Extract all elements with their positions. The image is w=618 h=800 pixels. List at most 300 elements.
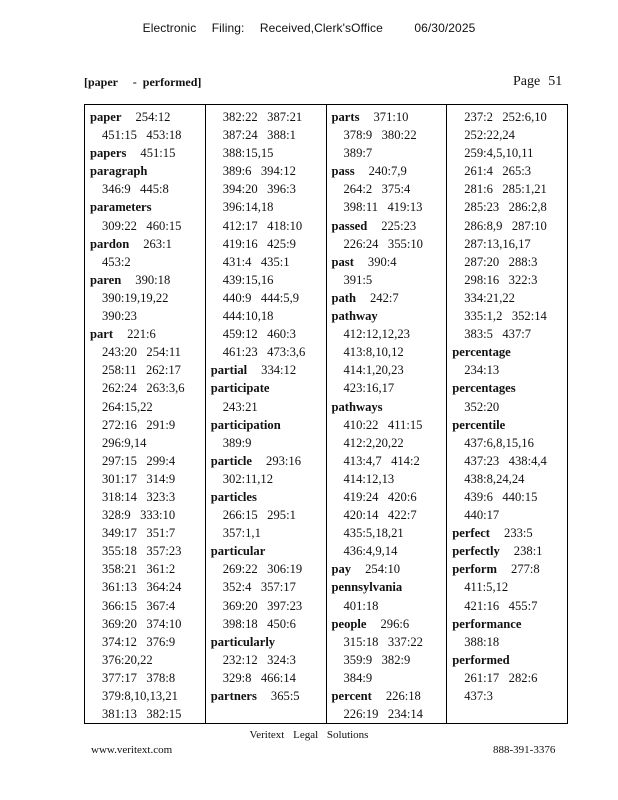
index-term-refs: 226:18 bbox=[385, 689, 421, 703]
index-term-refs: 371:10 bbox=[373, 110, 409, 124]
index-term-line bbox=[211, 542, 326, 560]
index-refs: 315:18 337:22 bbox=[343, 634, 423, 649]
index-refs: 398:18 450:6 bbox=[222, 616, 296, 631]
index-term: papers bbox=[90, 146, 127, 161]
index-term: paper bbox=[90, 110, 122, 124]
index-term: participation bbox=[210, 417, 281, 432]
index-ref-line bbox=[90, 253, 205, 271]
index-term-refs: 238:1 bbox=[513, 544, 543, 559]
index-term-line bbox=[332, 217, 447, 235]
index-term-refs: 240:7,9 bbox=[368, 164, 407, 179]
index-refs: 297:15 299:4 bbox=[102, 453, 176, 468]
index-refs: 436:4,9,14 bbox=[343, 544, 398, 559]
footer-company: Veritext Legal Solutions bbox=[249, 729, 369, 741]
index-term-refs: 263:1 bbox=[143, 236, 172, 251]
index-refs: 264:15,22 bbox=[102, 399, 153, 414]
index-term-refs: 451:15 bbox=[140, 146, 176, 161]
index-refs: 387:24 388:1 bbox=[222, 128, 296, 143]
index-refs: 262:24 263:3,6 bbox=[102, 381, 185, 396]
index-ref-line bbox=[211, 343, 326, 361]
index-term: pennsylvania bbox=[331, 580, 403, 595]
index-ref-line bbox=[211, 253, 326, 271]
index-ref-line bbox=[90, 578, 205, 596]
word-index-table bbox=[84, 104, 568, 724]
index-refs: 383:5 437:7 bbox=[464, 327, 532, 342]
index-refs: 298:16 322:3 bbox=[464, 272, 538, 287]
index-refs: 369:20 374:10 bbox=[102, 616, 182, 631]
footer-phone: 888-391-3376 bbox=[493, 744, 556, 756]
index-term-line bbox=[211, 379, 326, 397]
index-ref-line bbox=[452, 198, 567, 216]
index-term-line bbox=[90, 325, 205, 343]
index-ref-line bbox=[211, 217, 326, 235]
index-refs: 437:23 438:4,4 bbox=[464, 453, 547, 468]
index-refs: 376:20,22 bbox=[102, 652, 153, 667]
index-ref-line bbox=[452, 307, 567, 325]
index-refs: 349:17 351:7 bbox=[102, 526, 176, 541]
index-ref-line bbox=[332, 325, 447, 343]
index-refs: 435:5,18,21 bbox=[343, 526, 404, 541]
index-ref-line bbox=[211, 398, 326, 416]
page-indicator bbox=[513, 74, 562, 90]
stamp-filing: Filing: bbox=[211, 21, 245, 35]
index-ref-line bbox=[332, 180, 447, 198]
index-term: performance bbox=[452, 616, 522, 631]
index-refs: 261:17 282:6 bbox=[464, 670, 538, 685]
index-refs: 335:1,2 352:14 bbox=[464, 309, 547, 324]
index-refs: 359:9 382:9 bbox=[343, 652, 411, 667]
index-ref-line bbox=[90, 651, 205, 669]
index-refs: 389:7 bbox=[343, 146, 373, 161]
index-ref-line bbox=[211, 180, 326, 198]
index-term: paren bbox=[90, 272, 122, 287]
index-refs: 431:4 435:1 bbox=[222, 254, 290, 269]
index-ref-line bbox=[90, 542, 205, 560]
index-term-refs: 242:7 bbox=[370, 290, 399, 305]
index-refs: 440:9 444:5,9 bbox=[222, 290, 300, 305]
index-term-line bbox=[332, 307, 447, 325]
index-ref-line bbox=[332, 524, 447, 542]
index-refs: 258:11 262:17 bbox=[102, 363, 181, 378]
index-ref-line bbox=[90, 597, 205, 615]
index-refs: 369:20 397:23 bbox=[222, 598, 303, 613]
index-ref-line bbox=[332, 506, 447, 524]
index-term-line bbox=[332, 560, 447, 578]
index-term-refs: 277:8 bbox=[511, 562, 540, 577]
index-refs: 378:9 380:22 bbox=[343, 128, 417, 143]
index-term-line bbox=[452, 524, 567, 542]
index-refs: 237:2 252:6,10 bbox=[464, 110, 547, 124]
index-ref-line bbox=[90, 633, 205, 651]
index-ref-line bbox=[211, 651, 326, 669]
index-refs: 384:9 bbox=[343, 670, 373, 685]
index-term-line bbox=[452, 416, 567, 434]
index-ref-line bbox=[90, 687, 205, 705]
index-refs: 287:20 288:3 bbox=[464, 254, 538, 269]
index-refs: 390:19,19,22 bbox=[102, 290, 169, 305]
index-refs: 259:4,5,10,11 bbox=[464, 146, 534, 161]
index-ref-line bbox=[90, 470, 205, 488]
index-term-line bbox=[452, 560, 567, 578]
index-refs: 453:2 bbox=[102, 254, 131, 269]
index-refs: 226:19 234:14 bbox=[343, 707, 423, 722]
index-term: participate bbox=[210, 381, 270, 396]
index-term-refs: 225:23 bbox=[381, 218, 417, 233]
index-refs: 401:18 bbox=[343, 598, 379, 613]
index-ref-line bbox=[211, 144, 326, 162]
index-refs: 302:11,12 bbox=[222, 471, 274, 486]
index-ref-line bbox=[211, 108, 326, 126]
index-refs: 243:21 bbox=[222, 399, 258, 414]
index-ref-line bbox=[452, 597, 567, 615]
index-refs: 391:5 bbox=[343, 272, 373, 287]
index-ref-line bbox=[452, 289, 567, 307]
index-refs: 389:9 bbox=[222, 435, 252, 450]
index-term-refs: 390:4 bbox=[367, 254, 397, 269]
index-ref-line bbox=[332, 597, 447, 615]
index-ref-line bbox=[332, 271, 447, 289]
index-ref-line bbox=[211, 615, 326, 633]
index-range: [paper - performed] bbox=[84, 75, 202, 89]
index-column-3 bbox=[327, 105, 448, 723]
index-refs: 318:14 323:3 bbox=[102, 489, 176, 504]
index-ref-line bbox=[452, 434, 567, 452]
index-ref-line bbox=[90, 126, 205, 144]
index-refs: 389:6 394:12 bbox=[222, 164, 296, 179]
index-term: pathway bbox=[331, 309, 378, 324]
index-refs: 438:8,24,24 bbox=[464, 471, 525, 486]
index-refs: 296:9,14 bbox=[102, 435, 147, 450]
index-refs: 437:3 bbox=[464, 689, 493, 703]
index-ref-line bbox=[211, 198, 326, 216]
index-ref-line bbox=[90, 398, 205, 416]
index-refs: 390:23 bbox=[102, 309, 137, 324]
index-term: parameters bbox=[90, 200, 152, 215]
index-refs: 234:13 bbox=[464, 363, 500, 378]
index-term: percent bbox=[331, 689, 372, 703]
index-term-line bbox=[211, 488, 326, 506]
index-ref-line bbox=[90, 615, 205, 633]
index-refs: 281:6 285:1,21 bbox=[464, 182, 547, 197]
index-ref-line bbox=[452, 253, 567, 271]
index-term: percentages bbox=[452, 381, 516, 396]
stamp-date: 06/30/2025 bbox=[414, 21, 476, 35]
index-term: particle bbox=[210, 453, 253, 468]
index-ref-line bbox=[332, 488, 447, 506]
index-term-line bbox=[452, 343, 567, 361]
index-term: particles bbox=[210, 489, 257, 504]
index-term: pardon bbox=[90, 236, 130, 251]
index-ref-line bbox=[90, 669, 205, 687]
index-ref-line bbox=[332, 379, 447, 397]
index-refs: 252:22,24 bbox=[464, 128, 515, 143]
index-ref-line bbox=[332, 343, 447, 361]
index-ref-line bbox=[332, 144, 447, 162]
index-refs: 381:13 382:15 bbox=[102, 707, 182, 722]
index-ref-line bbox=[211, 289, 326, 307]
index-ref-line bbox=[211, 325, 326, 343]
index-refs: 412:2,20,22 bbox=[343, 435, 404, 450]
index-refs: 419:16 425:9 bbox=[222, 236, 296, 251]
index-ref-line bbox=[332, 126, 447, 144]
index-refs: 355:18 357:23 bbox=[102, 544, 182, 559]
index-refs: 440:17 bbox=[464, 508, 500, 523]
index-refs: 266:15 295:1 bbox=[222, 508, 296, 523]
index-refs: 459:12 460:3 bbox=[222, 327, 296, 342]
index-ref-line bbox=[90, 488, 205, 506]
index-ref-line bbox=[90, 705, 205, 723]
index-term: perform bbox=[452, 562, 498, 577]
index-ref-line bbox=[90, 379, 205, 397]
index-term-refs: 334:12 bbox=[261, 363, 297, 378]
index-ref-line bbox=[90, 307, 205, 325]
index-term-line bbox=[332, 398, 447, 416]
index-term-refs: 233:5 bbox=[504, 526, 533, 541]
index-ref-line bbox=[452, 470, 567, 488]
index-refs: 226:24 355:10 bbox=[343, 236, 423, 251]
index-ref-line bbox=[211, 560, 326, 578]
index-refs: 410:22 411:15 bbox=[343, 417, 423, 432]
index-ref-line bbox=[90, 560, 205, 578]
index-ref-line bbox=[90, 180, 205, 198]
footer-website: www.veritext.com bbox=[91, 744, 173, 756]
index-ref-line bbox=[452, 578, 567, 596]
index-refs: 396:14,18 bbox=[222, 200, 274, 215]
index-term: pathways bbox=[331, 399, 383, 414]
index-ref-line bbox=[211, 669, 326, 687]
index-term-line bbox=[332, 687, 447, 705]
index-refs: 261:4 265:3 bbox=[464, 164, 532, 179]
index-ref-line bbox=[332, 198, 447, 216]
index-term-line bbox=[211, 416, 326, 434]
index-refs: 328:9 333:10 bbox=[102, 508, 176, 523]
index-refs: 382:22 387:21 bbox=[222, 110, 303, 124]
index-refs: 413:8,10,12 bbox=[343, 345, 404, 360]
index-term-line bbox=[452, 542, 567, 560]
index-term-line bbox=[90, 235, 205, 253]
index-column-1 bbox=[85, 105, 206, 723]
index-term: particular bbox=[210, 544, 266, 559]
index-term-line bbox=[452, 615, 567, 633]
index-ref-line bbox=[332, 235, 447, 253]
index-refs: 357:1,1 bbox=[222, 526, 261, 541]
index-ref-line bbox=[452, 452, 567, 470]
index-refs: 374:12 376:9 bbox=[102, 634, 176, 649]
index-term: parts bbox=[331, 110, 360, 124]
index-ref-line bbox=[452, 488, 567, 506]
index-term-refs: 390:18 bbox=[135, 272, 171, 287]
index-refs: 358:21 361:2 bbox=[102, 562, 176, 577]
index-ref-line bbox=[452, 217, 567, 235]
index-term-line bbox=[90, 271, 205, 289]
index-ref-line bbox=[332, 416, 447, 434]
index-term-line bbox=[332, 162, 447, 180]
index-ref-line bbox=[452, 126, 567, 144]
index-ref-line bbox=[452, 108, 567, 126]
index-term: past bbox=[331, 254, 354, 269]
index-refs: 461:23 473:3,6 bbox=[222, 345, 306, 360]
stamp-label: Electronic bbox=[142, 21, 197, 35]
index-ref-line bbox=[452, 506, 567, 524]
index-term: partners bbox=[210, 689, 257, 703]
index-refs: 269:22 306:19 bbox=[222, 562, 303, 577]
index-refs: 301:17 314:9 bbox=[102, 471, 176, 486]
index-refs: 412:12,12,23 bbox=[343, 327, 410, 342]
index-refs: 414:12,13 bbox=[343, 471, 395, 486]
index-ref-line bbox=[211, 162, 326, 180]
index-refs: 412:17 418:10 bbox=[222, 218, 303, 233]
index-ref-line bbox=[211, 470, 326, 488]
index-refs: 421:16 455:7 bbox=[464, 598, 538, 613]
index-ref-line bbox=[211, 597, 326, 615]
index-ref-line bbox=[211, 506, 326, 524]
index-ref-line bbox=[211, 524, 326, 542]
index-ref-line bbox=[211, 235, 326, 253]
index-term-line bbox=[332, 253, 447, 271]
index-refs: 334:21,22 bbox=[464, 290, 515, 305]
index-refs: 232:12 324:3 bbox=[222, 652, 296, 667]
index-refs: 309:22 460:15 bbox=[102, 218, 182, 233]
page-label: Page bbox=[513, 74, 541, 89]
index-term: path bbox=[331, 290, 356, 305]
index-refs: 366:15 367:4 bbox=[102, 598, 176, 613]
index-refs: 420:14 422:7 bbox=[343, 508, 417, 523]
index-ref-line bbox=[211, 307, 326, 325]
index-term-line bbox=[332, 289, 447, 307]
index-refs: 423:16,17 bbox=[343, 381, 395, 396]
index-ref-line bbox=[332, 669, 447, 687]
index-ref-line bbox=[211, 578, 326, 596]
index-refs: 272:16 291:9 bbox=[102, 417, 176, 432]
index-term-line bbox=[211, 361, 326, 379]
index-refs: 414:1,20,23 bbox=[343, 363, 404, 378]
index-term: perfectly bbox=[452, 544, 500, 559]
index-term: pass bbox=[331, 164, 355, 179]
index-refs: 419:24 420:6 bbox=[343, 489, 417, 504]
index-ref-line bbox=[452, 271, 567, 289]
index-term-line bbox=[452, 379, 567, 397]
index-refs: 437:6,8,15,16 bbox=[464, 435, 534, 450]
filing-stamp bbox=[0, 21, 618, 35]
index-refs: 394:20 396:3 bbox=[222, 182, 296, 197]
index-ref-line bbox=[332, 470, 447, 488]
index-ref-line bbox=[90, 416, 205, 434]
index-refs: 388:18 bbox=[464, 634, 500, 649]
index-term-line bbox=[90, 162, 205, 180]
index-term: percentage bbox=[452, 345, 511, 360]
index-term-line bbox=[211, 633, 326, 651]
index-ref-line bbox=[332, 705, 447, 723]
index-ref-line bbox=[332, 633, 447, 651]
index-refs: 388:15,15 bbox=[222, 146, 274, 161]
index-ref-line bbox=[90, 524, 205, 542]
index-refs: 439:6 440:15 bbox=[464, 489, 538, 504]
index-refs: 413:4,7 414:2 bbox=[343, 453, 420, 468]
index-ref-line bbox=[452, 144, 567, 162]
index-ref-line bbox=[452, 687, 567, 705]
index-refs: 379:8,10,13,21 bbox=[102, 689, 178, 703]
index-refs: 346:9 445:8 bbox=[102, 182, 169, 197]
index-ref-line bbox=[90, 361, 205, 379]
index-refs: 264:2 375:4 bbox=[343, 182, 411, 197]
index-term-line bbox=[90, 198, 205, 216]
index-ref-line bbox=[332, 452, 447, 470]
index-term-refs: 365:5 bbox=[270, 689, 300, 703]
index-ref-line bbox=[90, 343, 205, 361]
index-term-line bbox=[332, 615, 447, 633]
index-ref-line bbox=[452, 235, 567, 253]
index-ref-line bbox=[90, 289, 205, 307]
index-refs: 329:8 466:14 bbox=[222, 670, 296, 685]
index-term: partial bbox=[210, 363, 248, 378]
index-column-2 bbox=[206, 105, 327, 723]
index-refs: 444:10,18 bbox=[222, 309, 274, 324]
index-term-line bbox=[211, 687, 326, 705]
index-refs: 439:15,16 bbox=[222, 272, 274, 287]
index-ref-line bbox=[452, 361, 567, 379]
index-term-line bbox=[452, 651, 567, 669]
page-number: 51 bbox=[548, 74, 563, 89]
index-refs: 451:15 453:18 bbox=[102, 128, 182, 143]
index-refs: 286:8,9 287:10 bbox=[464, 218, 547, 233]
index-ref-line bbox=[452, 162, 567, 180]
index-refs: 287:13,16,17 bbox=[464, 236, 531, 251]
index-ref-line bbox=[90, 217, 205, 235]
index-term-refs: 221:6 bbox=[127, 327, 156, 342]
index-refs: 243:20 254:11 bbox=[102, 345, 181, 360]
index-refs: 361:13 364:24 bbox=[102, 580, 182, 595]
index-ref-line bbox=[452, 398, 567, 416]
index-term-line bbox=[90, 144, 205, 162]
index-term: passed bbox=[331, 218, 368, 233]
index-ref-line bbox=[332, 651, 447, 669]
stamp-received: Received,Clerk'sOffice bbox=[259, 21, 383, 35]
index-term: people bbox=[331, 616, 367, 631]
index-refs: 377:17 378:8 bbox=[102, 670, 176, 685]
index-refs: 352:20 bbox=[464, 399, 500, 414]
index-ref-line bbox=[452, 633, 567, 651]
index-ref-line bbox=[211, 271, 326, 289]
index-refs: 398:11 419:13 bbox=[343, 200, 423, 215]
index-term: pay bbox=[331, 562, 352, 577]
index-term-refs: 254:12 bbox=[135, 110, 171, 124]
index-ref-line bbox=[90, 506, 205, 524]
index-term-refs: 296:6 bbox=[380, 616, 410, 631]
index-ref-line bbox=[211, 434, 326, 452]
index-term: perfect bbox=[452, 526, 491, 541]
index-term-refs: 293:16 bbox=[266, 453, 301, 468]
index-term: part bbox=[90, 327, 114, 342]
index-term: percentile bbox=[452, 417, 506, 432]
index-ref-line bbox=[211, 126, 326, 144]
index-ref-line bbox=[452, 325, 567, 343]
index-column-4 bbox=[447, 105, 567, 723]
index-term-line bbox=[211, 452, 326, 470]
index-ref-line bbox=[332, 361, 447, 379]
index-term-refs: 254:10 bbox=[365, 562, 401, 577]
index-ref-line bbox=[452, 669, 567, 687]
index-refs: 285:23 286:2,8 bbox=[464, 200, 547, 215]
index-ref-line bbox=[90, 434, 205, 452]
index-ref-line bbox=[332, 542, 447, 560]
index-term: performed bbox=[452, 652, 510, 667]
index-ref-line bbox=[90, 452, 205, 470]
index-term-line bbox=[332, 108, 447, 126]
index-term-line bbox=[90, 108, 205, 126]
index-refs: 352:4 357:17 bbox=[222, 580, 296, 595]
index-term: particularly bbox=[210, 634, 276, 649]
index-term: paragraph bbox=[90, 164, 148, 179]
